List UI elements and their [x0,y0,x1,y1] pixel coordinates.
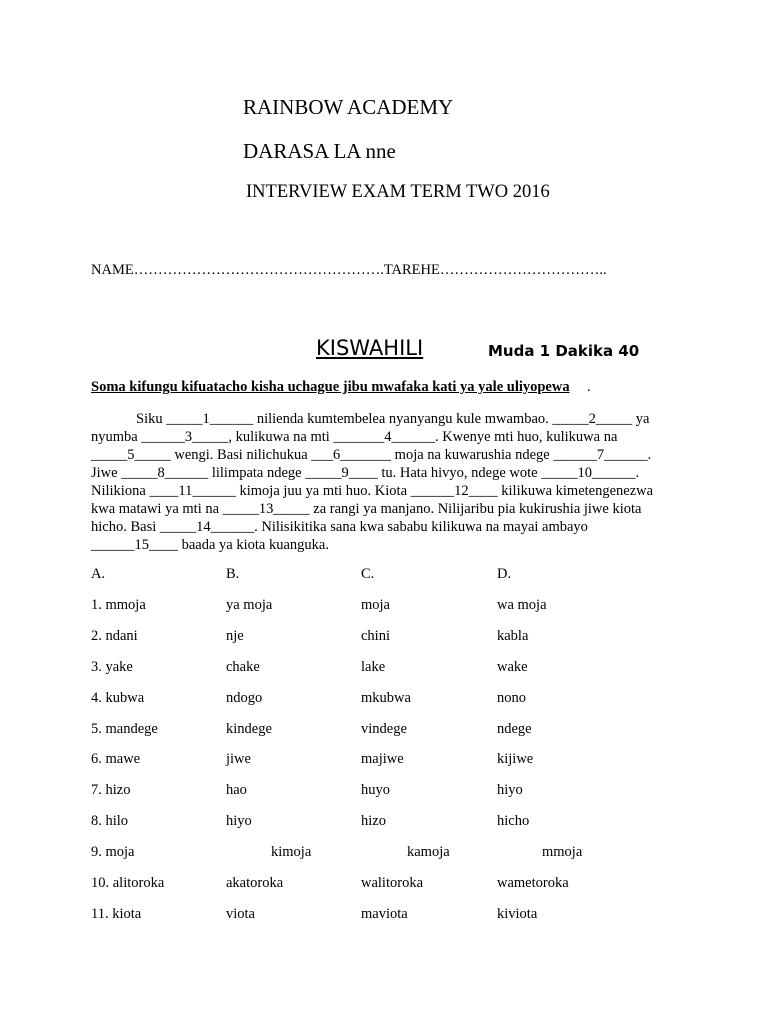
option-cell-9-a: 9. moja [91,844,135,860]
passage-line: Nilikiona ____11______ kimoja juu ya mti huo. Kiota ______12____ kilikuwa kimetengenezwa [91,483,654,499]
option-cell-4-a: 4. kubwa [91,690,145,706]
option-cell-5-d: ndege [497,721,532,737]
option-cell-1-a: 1. mmoja [91,597,146,613]
option-cell-4-b: ndogo [226,690,263,706]
exam-duration: Muda 1 Dakika 40 [488,342,640,360]
option-cell-7-c: huyo [361,782,390,798]
option-cell-11-d: kiviota [497,906,538,922]
instruction: Soma kifungu kifuatacho kisha uchague jibu mwafaka kati ya yale uliyopewa [91,379,570,395]
option-cell-3-b: chake [226,659,260,675]
option-cell-11-c: maviota [361,906,408,922]
option-cell-8-a: 8. hilo [91,813,129,829]
option-column-header-d: D. [497,566,512,582]
passage-line: hicho. Basi _____14______. Nilisikitika sana kwa sababu kilikuwa na mayai ambayo [91,519,588,535]
option-cell-6-c: majiwe [361,751,404,767]
exam-title: INTERVIEW EXAM TERM TWO 2016 [246,182,550,202]
school-name: RAINBOW ACADEMY [243,95,454,119]
passage-line: Siku _____1______ nilienda kumtembelea nyanyangu kule mwambao. _____2_____ ya [136,411,650,427]
option-cell-9-b: kimoja [271,844,312,860]
option-cell-8-d: hicho [497,813,530,829]
passage-line: kwa matawi ya mti na _____13_____ za rangi ya manjano. Nilijaribu pia kukirushia jiwe kiota [91,501,642,517]
option-cell-7-b: hao [226,782,247,798]
option-cell-10-c: walitoroka [361,875,424,891]
passage-line: _____5_____ wengi. Basi nilichukua ___6_______ moja na kuwarushia ndege ______7______. [91,447,652,463]
option-cell-2-a: 2. ndani [91,628,138,644]
passage [91,410,675,554]
option-column-header-c: C. [361,566,375,582]
option-cell-10-b: akatoroka [226,875,284,891]
option-cell-11-a: 11. kiota [91,906,142,922]
option-cell-7-d: hiyo [497,782,523,798]
name-date-line: NAME…………………………………………….TAREHE…………………………….. [91,262,607,278]
option-cell-9-c: kamoja [407,844,450,860]
option-cell-5-c: vindege [361,721,407,737]
option-cell-6-b: jiwe [226,751,251,767]
option-cell-4-d: nono [497,690,526,706]
option-cell-3-c: lake [361,659,386,675]
option-column-header-b: B. [226,566,240,582]
option-cell-1-b: ya moja [226,597,273,613]
subject-title: KISWAHILI [316,336,424,360]
option-cell-1-d: wa moja [497,597,547,613]
option-cell-7-a: 7. hizo [91,782,131,798]
instruction-period: . [587,379,591,395]
option-cell-11-b: viota [226,906,255,922]
option-cell-6-a: 6. mawe [91,751,141,767]
option-cell-1-c: moja [361,597,390,613]
option-cell-3-d: wake [497,659,528,675]
option-cell-10-d: wametoroka [497,875,569,891]
option-cell-8-c: hizo [361,813,386,829]
option-cell-6-d: kijiwe [497,751,534,767]
option-cell-2-d: kabla [497,628,529,644]
option-cell-5-b: kindege [226,721,272,737]
option-column-header-a: A. [91,566,106,582]
option-cell-8-b: hiyo [226,813,252,829]
passage-line: ______15____ baada ya kiota kuanguka. [91,537,329,553]
option-cell-2-c: chini [361,628,390,644]
option-cell-9-d: mmoja [542,844,583,860]
option-cell-10-a: 10. alitoroka [91,875,165,891]
option-cell-3-a: 3. yake [91,659,133,675]
passage-line: Jiwe _____8______ lilimpata ndege _____9____ tu. Hata hivyo, ndege wote _____10______. [91,465,640,481]
class-title: DARASA LA nne [243,139,396,163]
option-cell-2-b: nje [226,628,244,644]
option-cell-4-c: mkubwa [361,690,411,706]
option-cell-5-a: 5. mandege [91,721,158,737]
passage-line: nyumba ______3_____, kulikuwa na mti _______4______. Kwenye mti huo, kulikuwa na [91,429,618,445]
